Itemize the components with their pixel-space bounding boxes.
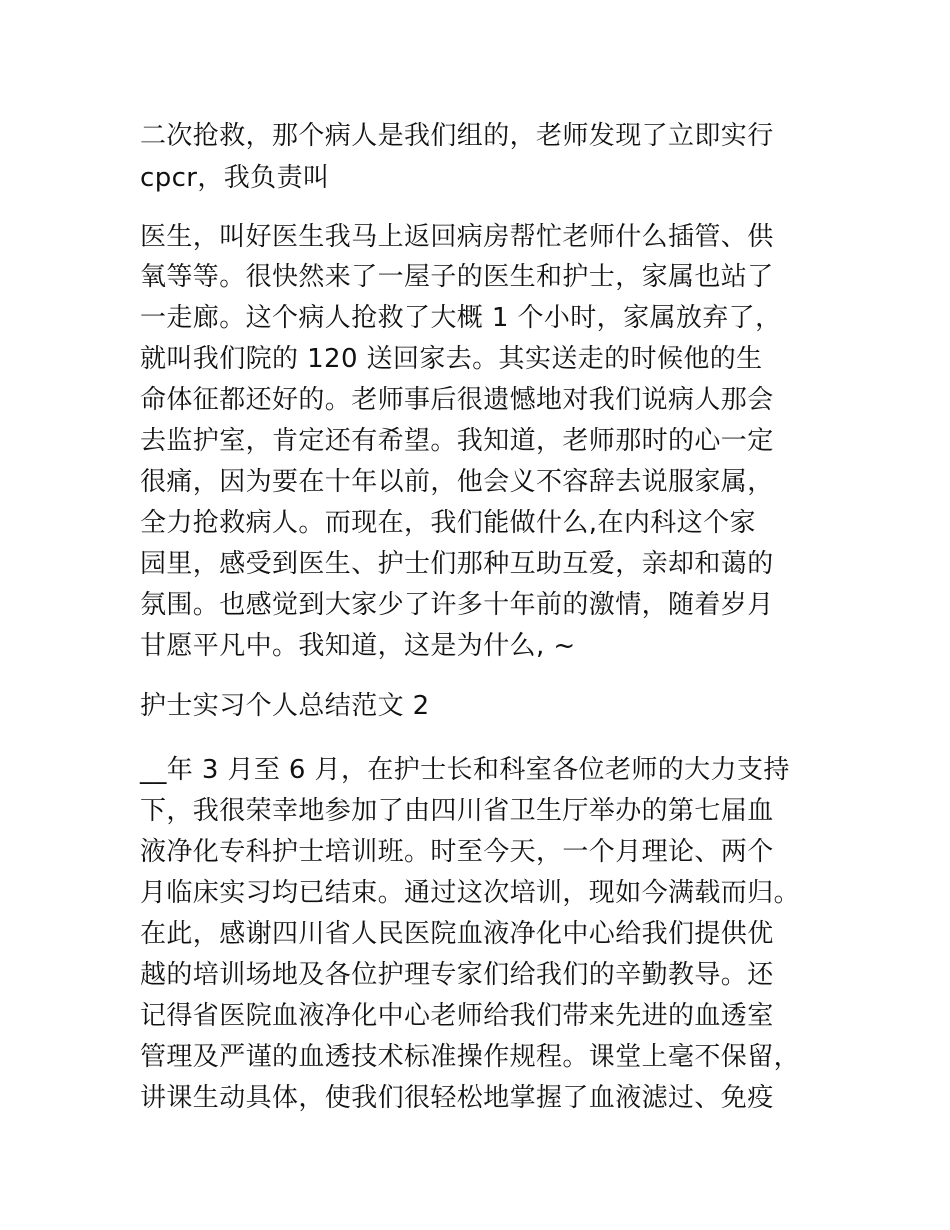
section-heading: 护士实习个人总结范文 2 bbox=[140, 691, 430, 721]
text-line: 记得省医院血液净化中心老师给我们带来先进的血透室 bbox=[140, 1001, 774, 1031]
text-line: 氧等等。很快然来了一屋子的医生和护士，家属也站了 bbox=[140, 262, 774, 292]
text-line: 很痛，因为要在十年以前，他会义不容辞去说服家属， bbox=[140, 467, 774, 497]
text-line: 命体征都还好的。老师事后很遗憾地对我们说病人那会 bbox=[140, 385, 774, 415]
text-line: 医生，叫好医生我马上返回病房帮忙老师什么插管、供 bbox=[140, 222, 774, 252]
text-line: 就叫我们院的 120 送回家去。其实送走的时候他的生 bbox=[140, 344, 763, 374]
text-line: 园里，感受到医生、护士们那种互助互爱，亲却和蔼的 bbox=[140, 549, 774, 579]
text-line: 讲课生动具体，使我们很轻松地掌握了血液滤过、免疫 bbox=[140, 1083, 774, 1113]
text-line: 在此，感谢四川省人民医院血液净化中心给我们提供优 bbox=[140, 919, 774, 949]
text-line: 去监护室，肯定还有希望。我知道，老师那时的心一定 bbox=[140, 426, 774, 456]
text-line: 二次抢救，那个病人是我们组的，老师发现了立即实行 bbox=[140, 121, 774, 151]
text-line: 管理及严谨的血透技术标准操作规程。课堂上毫不保留， bbox=[140, 1042, 801, 1072]
text-line: 越的培训场地及各位护理专家们给我们的辛勤教导。还 bbox=[140, 960, 774, 990]
text-line: cpcr，我负责叫 bbox=[140, 163, 330, 193]
text-line: 甘愿平凡中。我知道，这是为什么, ~ bbox=[140, 631, 576, 661]
text-line: 氛围。也感觉到大家少了许多十年前的激情，随着岁月 bbox=[140, 590, 774, 620]
text-line: 全力抢救病人。而现在，我们能做什么,在内科这个家 bbox=[140, 508, 756, 538]
text-line: __年 3 月至 6 月，在护士长和科室各位老师的大力支持 bbox=[140, 755, 790, 785]
text-line: 月临床实习均已结束。通过这次培训，现如今满载而归。 bbox=[140, 878, 801, 908]
text-line: 一走廊。这个病人抢救了大概 1 个小时，家属放弃了， bbox=[140, 303, 782, 333]
text-line: 下，我很荣幸地参加了由四川省卫生厅举办的第七届血 bbox=[140, 796, 774, 826]
text-line: 液净化专科护士培训班。时至今天，一个月理论、两个 bbox=[140, 837, 774, 867]
